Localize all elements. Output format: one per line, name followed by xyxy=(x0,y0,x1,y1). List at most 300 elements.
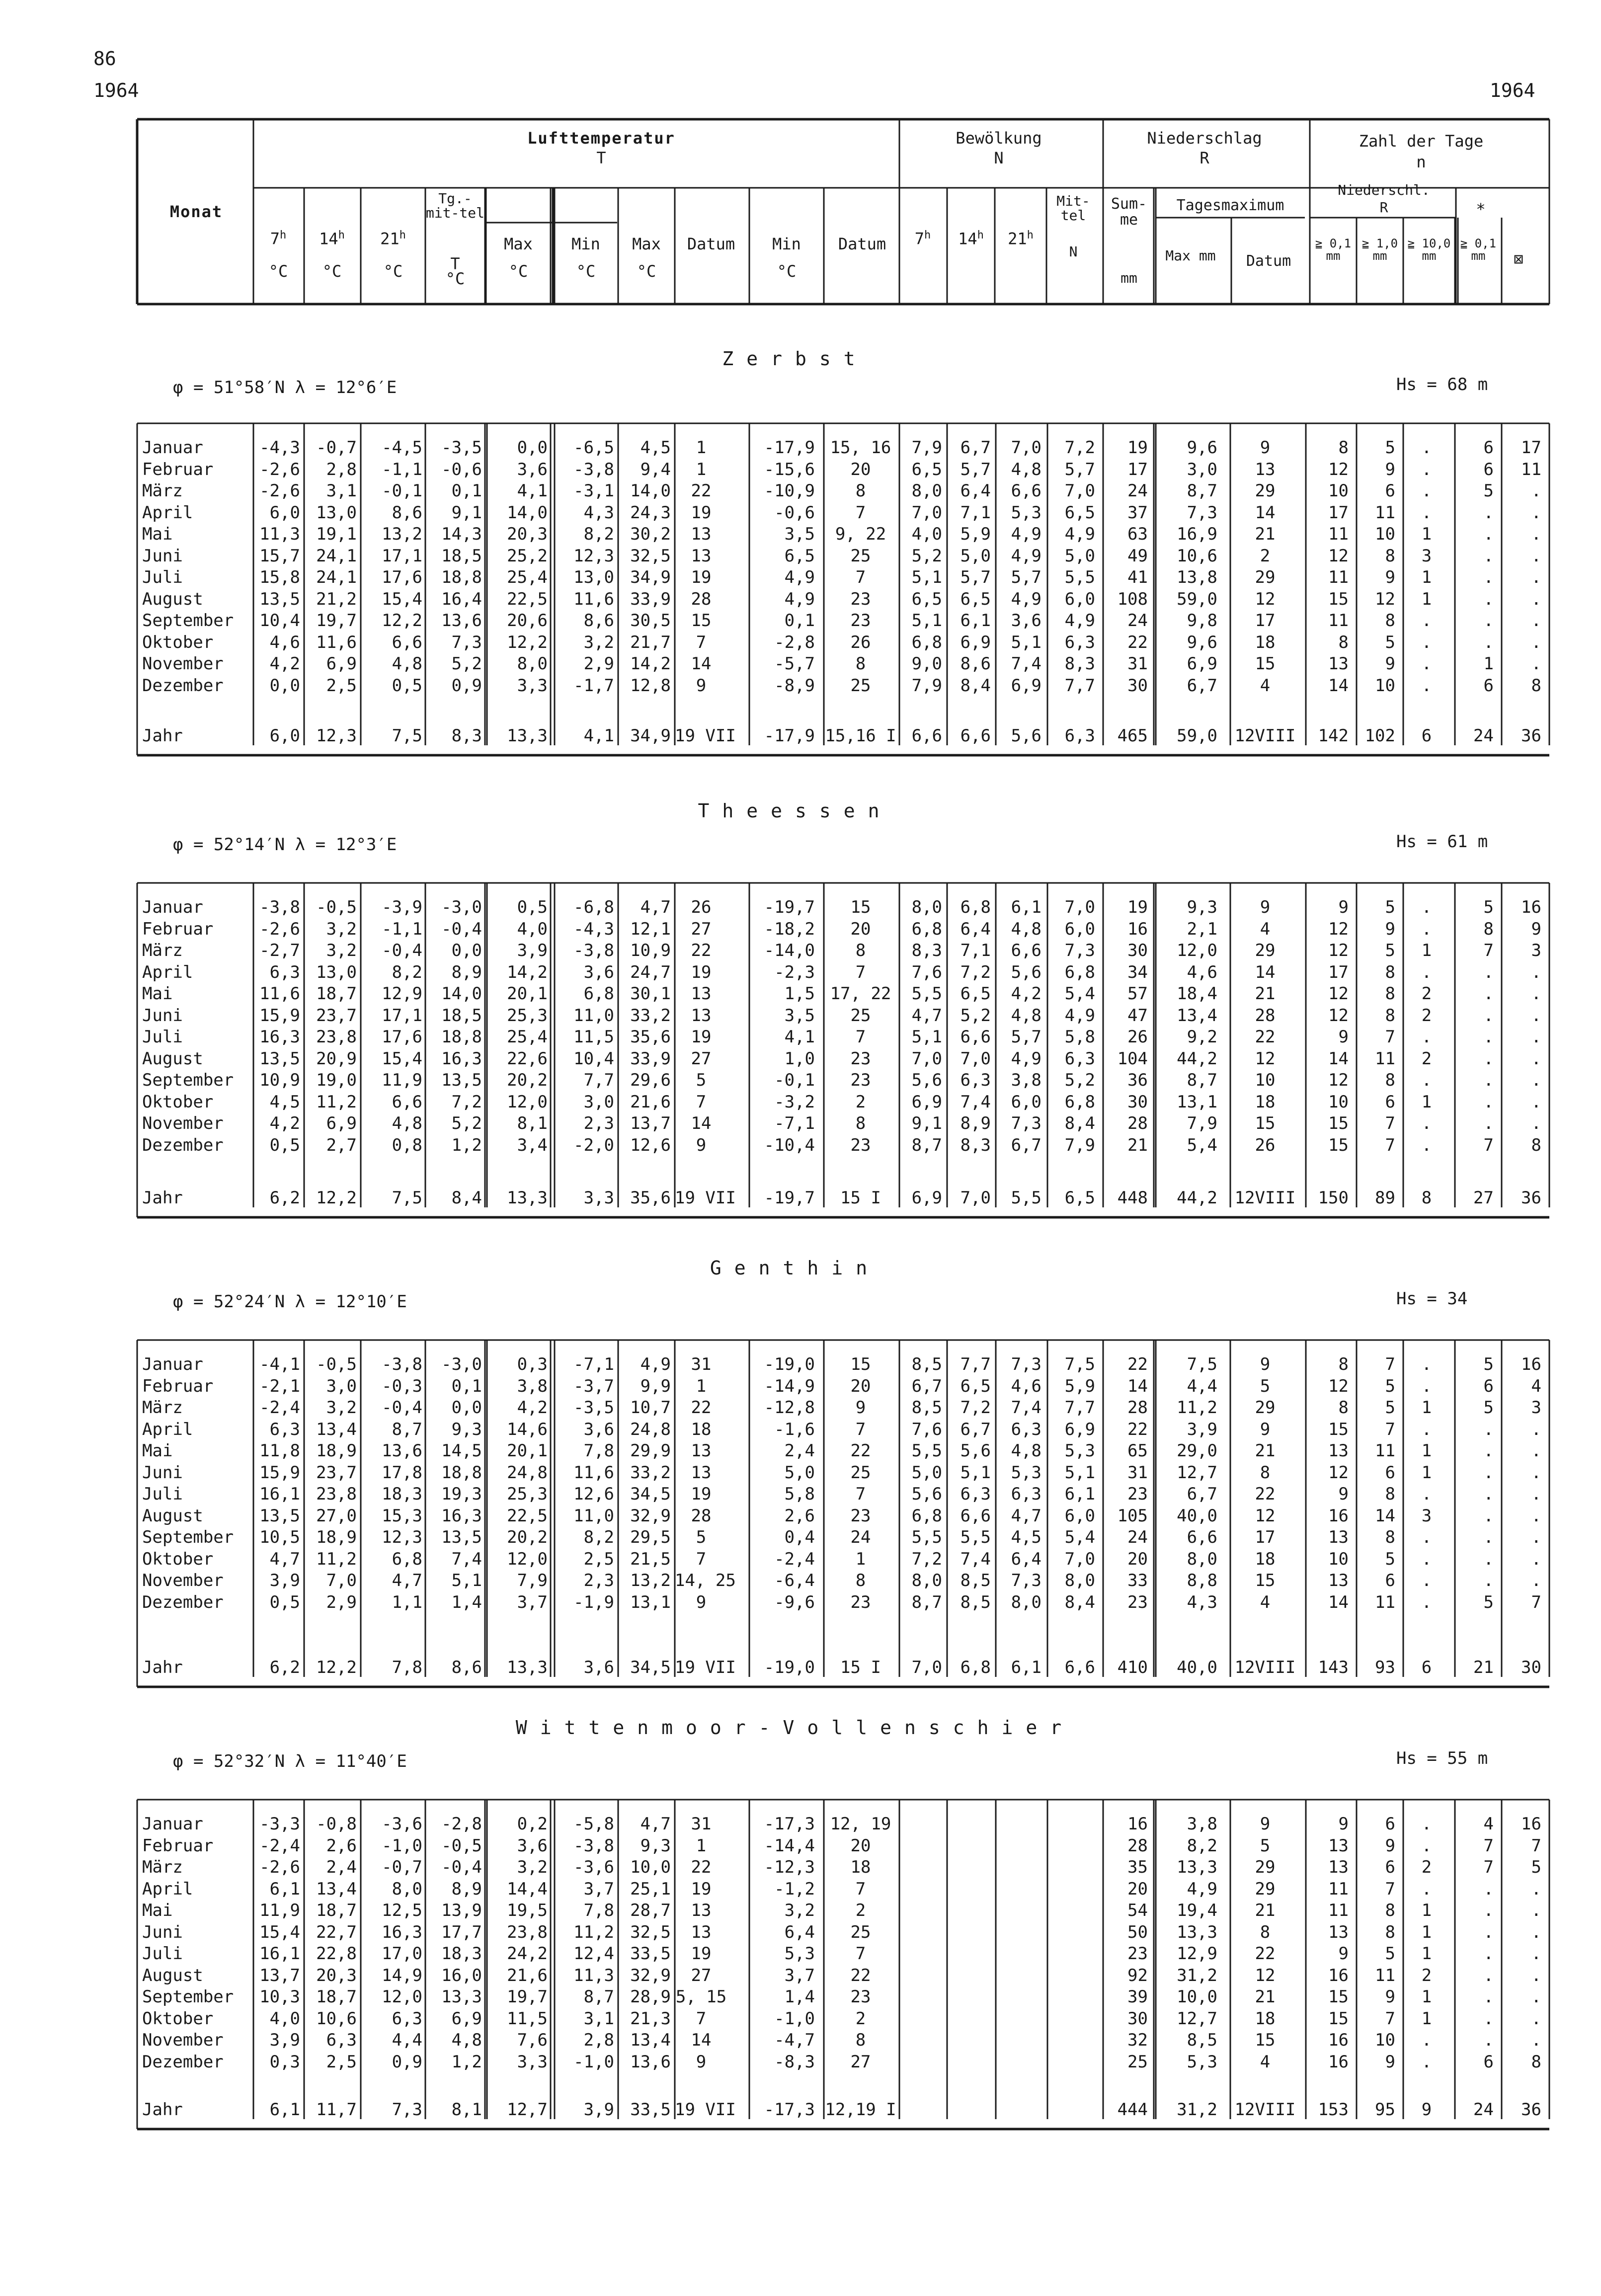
table-cell: 59,0 xyxy=(1177,589,1217,609)
table-cell: -17,3 xyxy=(764,1814,815,1834)
table-cell: 11 xyxy=(1328,524,1349,544)
table-cell: -4,3 xyxy=(259,438,300,458)
table-cell: 5,2 xyxy=(1064,1070,1095,1090)
table-cell: -4,3 xyxy=(573,919,614,939)
month-label: Februar xyxy=(142,919,214,939)
table-cell: 5,5 xyxy=(960,1527,991,1547)
table-cell: 23 xyxy=(850,1592,871,1612)
unit-c-2: °C xyxy=(322,262,342,281)
jahr-cell: 3,3 xyxy=(583,1188,614,1208)
table-cell: 8 xyxy=(855,481,866,501)
table-cell: 5,7 xyxy=(1011,1027,1041,1047)
table-cell: 33,2 xyxy=(630,1005,671,1026)
table-cell: 20,3 xyxy=(316,1965,357,1985)
table-cell: 9 xyxy=(855,1398,866,1418)
table-cell: 5,1 xyxy=(451,1571,482,1590)
table-cell: 6,8 xyxy=(911,919,942,939)
table-cell: 15,8 xyxy=(259,567,300,587)
header-tagesmax-max: Max mm xyxy=(1165,247,1216,264)
table-cell: 7 xyxy=(1531,1592,1541,1612)
jahr-cell: 6 xyxy=(1421,1658,1432,1677)
table-cell: 9 xyxy=(1338,897,1349,917)
table-cell: 8,4 xyxy=(960,675,991,696)
table-cell: 30 xyxy=(1127,675,1148,696)
table-cell: 24 xyxy=(1127,481,1148,501)
table-cell: 25,4 xyxy=(507,1027,548,1047)
table-cell: 4,2 xyxy=(269,1113,300,1133)
jahr-cell: 3,9 xyxy=(583,2100,614,2120)
table-cell: 4,9 xyxy=(784,589,815,609)
table-cell: 33,2 xyxy=(630,1462,671,1483)
table-cell: 13,1 xyxy=(630,1592,671,1612)
table-cell: 7 xyxy=(1385,1135,1395,1155)
table-cell: 22 xyxy=(1127,1354,1148,1374)
table-cell: 7,0 xyxy=(1064,897,1095,917)
table-cell: 7,7 xyxy=(583,1070,614,1090)
table-cell: 11 xyxy=(1521,459,1541,479)
table-cell: -1,0 xyxy=(774,2008,815,2029)
table-cell: 5,2 xyxy=(960,1005,991,1026)
table-cell: . xyxy=(1483,1113,1494,1133)
table-cell: 4,9 xyxy=(1064,524,1095,544)
table-cell: 16,9 xyxy=(1177,524,1217,544)
station-altitude: Hs = 68 m xyxy=(1396,375,1488,395)
table-cell: 25,2 xyxy=(507,546,548,566)
jahr-cell: 7,3 xyxy=(392,2100,422,2120)
table-cell: -3,5 xyxy=(573,1398,614,1418)
header-niederschlag: Niederschlag xyxy=(1147,129,1262,148)
month-label: Februar xyxy=(142,1376,214,1396)
table-cell: 7,2 xyxy=(960,962,991,982)
table-cell: 6,9 xyxy=(326,654,357,674)
table-cell: 13,6 xyxy=(441,611,482,631)
jahr-cell: 6,6 xyxy=(1064,1658,1095,1677)
table-cell: . xyxy=(1421,1027,1432,1047)
table-cell: 14,3 xyxy=(441,524,482,544)
table-cell: . xyxy=(1531,1419,1541,1439)
table-cell: 5,4 xyxy=(1064,1527,1095,1547)
table-cell: 9, 22 xyxy=(835,524,886,544)
month-label: April xyxy=(142,962,193,982)
table-cell: 3,5 xyxy=(784,524,815,544)
table-cell: 5 xyxy=(1385,897,1395,917)
table-cell: -6,4 xyxy=(774,1571,815,1590)
table-cell: 8,2 xyxy=(1187,1835,1217,1856)
table-cell: 3,4 xyxy=(517,1135,548,1155)
table-cell: -0,6 xyxy=(441,459,482,479)
table-cell: 8 xyxy=(1385,1900,1395,1920)
table-cell: -3,8 xyxy=(259,897,300,917)
table-cell: 65 xyxy=(1127,1441,1148,1461)
table-cell: 8,9 xyxy=(960,1113,991,1133)
table-cell: 18,3 xyxy=(382,1484,422,1504)
table-cell: 6,0 xyxy=(269,502,300,523)
table-cell: . xyxy=(1483,1944,1494,1964)
header-max-2: Max xyxy=(632,235,661,253)
table-cell: 5 xyxy=(1385,1398,1395,1418)
table-cell: . xyxy=(1483,1571,1494,1590)
month-label: Mai xyxy=(142,1900,173,1920)
table-cell: 25 xyxy=(850,546,871,566)
table-cell: . xyxy=(1531,1048,1541,1069)
month-label: Oktober xyxy=(142,1092,214,1112)
table-cell: 8 xyxy=(1531,675,1541,696)
table-cell: 5,3 xyxy=(1011,1462,1041,1483)
jahr-cell: 6,6 xyxy=(911,726,942,746)
table-cell: 15,4 xyxy=(382,589,422,609)
jahr-cell: 5,5 xyxy=(1011,1188,1041,1208)
table-cell: 29,9 xyxy=(630,1441,671,1461)
table-cell: 3,0 xyxy=(1187,459,1217,479)
table-cell: 8,3 xyxy=(911,941,942,960)
table-cell: . xyxy=(1421,1814,1432,1834)
jahr-cell: 7,0 xyxy=(960,1188,991,1208)
month-label: Juli xyxy=(142,1484,183,1504)
table-cell: 7 xyxy=(1385,1354,1395,1374)
jahr-cell: 9 xyxy=(1421,2100,1432,2120)
table-cell: 8,3 xyxy=(1064,654,1095,674)
header-cloud-mittel: Mit-tel xyxy=(1056,193,1090,224)
table-cell: 18,4 xyxy=(1177,984,1217,1004)
table-cell: 5 xyxy=(1385,941,1395,960)
table-cell: 8,0 xyxy=(1064,1571,1095,1590)
table-cell: 54 xyxy=(1127,1900,1148,1920)
table-cell: 12 xyxy=(1328,1376,1349,1396)
table-cell: 7 xyxy=(1385,1027,1395,1047)
table-cell: 7,0 xyxy=(911,1048,942,1069)
table-cell: 10,9 xyxy=(630,941,671,960)
table-cell: 7 xyxy=(1483,1135,1494,1155)
table-cell: 12,5 xyxy=(382,1900,422,1920)
table-cell: 13 xyxy=(1328,1571,1349,1590)
table-cell: 18,5 xyxy=(441,546,482,566)
table-cell: 14,5 xyxy=(441,1441,482,1461)
table-cell: 16 xyxy=(1328,2052,1349,2072)
table-cell: 19 xyxy=(691,962,712,982)
table-cell: 12,0 xyxy=(507,1549,548,1569)
table-cell: 19 xyxy=(691,1484,712,1504)
table-cell: 14 xyxy=(1375,1505,1395,1526)
table-cell: 6,5 xyxy=(1064,502,1095,523)
table-cell: 2,9 xyxy=(326,1592,357,1612)
table-cell: 29 xyxy=(1255,1857,1276,1877)
table-cell: 7,4 xyxy=(1011,1398,1041,1418)
table-cell: 25 xyxy=(850,1462,871,1483)
table-cell: 30 xyxy=(1127,2008,1148,2029)
table-cell: 16,0 xyxy=(441,1965,482,1985)
table-cell: 12 xyxy=(1255,1048,1276,1069)
table-cell: 17 xyxy=(1328,962,1349,982)
table-cell: 3,2 xyxy=(583,632,614,652)
jahr-cell: 4,1 xyxy=(583,726,614,746)
table-cell: 8 xyxy=(855,1571,866,1590)
table-cell: 24 xyxy=(1127,611,1148,631)
jahr-cell: 33,5 xyxy=(630,2100,671,2120)
table-cell: 4,8 xyxy=(1011,1005,1041,1026)
table-cell: 15,9 xyxy=(259,1005,300,1026)
jahr-cell: 12VIII xyxy=(1234,1658,1296,1677)
table-cell: 6,6 xyxy=(392,1092,422,1112)
table-cell: 30,2 xyxy=(630,524,671,544)
table-cell: 4,6 xyxy=(1187,962,1217,982)
table-cell: 13,3 xyxy=(1177,1922,1217,1942)
table-cell: 1 xyxy=(1421,1987,1432,2007)
table-cell: 22 xyxy=(1255,1027,1276,1047)
table-cell: 12,3 xyxy=(382,1527,422,1547)
month-label: Januar xyxy=(142,1814,203,1834)
table-cell: 2,4 xyxy=(326,1857,357,1877)
table-cell: . xyxy=(1531,2008,1541,2029)
table-cell: 2 xyxy=(1421,1857,1432,1877)
table-cell: 6,3 xyxy=(326,2030,357,2050)
table-cell: 22 xyxy=(850,1441,871,1461)
table-cell: . xyxy=(1421,1484,1432,1504)
month-label: Juni xyxy=(142,1462,183,1483)
table-cell: 19,4 xyxy=(1177,1900,1217,1920)
table-cell: 1,4 xyxy=(784,1987,815,2007)
table-cell: 9 xyxy=(1531,919,1541,939)
table-cell: 12,8 xyxy=(630,675,671,696)
table-cell: 4,7 xyxy=(911,1005,942,1026)
table-cell: 5 xyxy=(1483,1592,1494,1612)
table-cell: 6,8 xyxy=(911,1505,942,1526)
table-cell: 10,0 xyxy=(1177,1987,1217,2007)
table-cell: 19,7 xyxy=(507,1987,548,2007)
table-cell: . xyxy=(1531,1005,1541,1026)
table-cell: 13,8 xyxy=(1177,567,1217,587)
table-cell: 15 xyxy=(850,1354,871,1374)
unit-c-6: °C xyxy=(576,262,596,281)
table-cell: 7,0 xyxy=(1064,481,1095,501)
table-cell: 7,3 xyxy=(1011,1571,1041,1590)
table-cell: 16,3 xyxy=(441,1505,482,1526)
table-cell: 36 xyxy=(1127,1070,1148,1090)
table-cell: 24,2 xyxy=(507,1944,548,1964)
table-cell: . xyxy=(1421,2030,1432,2050)
table-cell: 20 xyxy=(1127,1549,1148,1569)
jahr-cell: 11,7 xyxy=(316,2100,357,2120)
table-cell: 3,7 xyxy=(784,1965,815,1985)
table-cell: 108 xyxy=(1117,589,1148,609)
jahr-cell: 5,6 xyxy=(1011,726,1041,746)
table-cell: 14,0 xyxy=(441,984,482,1004)
table-cell: 15 xyxy=(1328,1987,1349,2007)
jahr-cell: 19 VII xyxy=(675,1658,736,1677)
table-cell: 4,9 xyxy=(1011,546,1041,566)
table-cell: 24,1 xyxy=(316,567,357,587)
table-cell: 5 xyxy=(1385,438,1395,458)
table-cell: 12,9 xyxy=(1177,1944,1217,1964)
table-cell: 1 xyxy=(1421,1441,1432,1461)
table-cell: 13,2 xyxy=(630,1571,671,1590)
unit-c-7: °C xyxy=(637,262,656,281)
table-cell: 6,5 xyxy=(911,459,942,479)
jahr-cell: 153 xyxy=(1318,2100,1349,2120)
month-label: Januar xyxy=(142,438,203,458)
table-cell: 13,5 xyxy=(259,589,300,609)
table-cell: 15,4 xyxy=(382,1048,422,1069)
table-cell: 6,7 xyxy=(1187,675,1217,696)
table-cell: 29,6 xyxy=(630,1070,671,1090)
table-cell: . xyxy=(1421,654,1432,674)
header-max-1: Max xyxy=(504,235,533,253)
table-cell: 8,2 xyxy=(583,524,614,544)
table-cell: -0,1 xyxy=(774,1070,815,1090)
table-cell: -2,4 xyxy=(259,1835,300,1856)
table-cell: . xyxy=(1483,984,1494,1004)
table-cell: 20,1 xyxy=(507,1441,548,1461)
table-cell: 6,9 xyxy=(1011,675,1041,696)
table-cell: 13,5 xyxy=(441,1070,482,1090)
table-cell: . xyxy=(1483,962,1494,982)
table-cell: 1 xyxy=(1421,589,1432,609)
table-cell: 35 xyxy=(1127,1857,1148,1877)
table-cell: 31 xyxy=(1127,654,1148,674)
table-cell: . xyxy=(1483,632,1494,652)
table-cell: 27 xyxy=(691,1048,712,1069)
table-cell: . xyxy=(1531,1484,1541,1504)
table-cell: 1 xyxy=(696,459,707,479)
table-cell: . xyxy=(1421,438,1432,458)
table-cell: 3,3 xyxy=(517,2052,548,2072)
table-cell: 7,7 xyxy=(1064,675,1095,696)
jahr-cell: 143 xyxy=(1318,1658,1349,1677)
table-cell: 4 xyxy=(1260,919,1271,939)
unit-c-1: °C xyxy=(268,262,288,281)
table-cell: 7,2 xyxy=(911,1549,942,1569)
month-label: März xyxy=(142,941,183,960)
table-cell: 7 xyxy=(696,632,707,652)
table-cell: 4,9 xyxy=(1011,524,1041,544)
table-cell: 19 xyxy=(1127,438,1148,458)
table-cell: 6,7 xyxy=(1187,1484,1217,1504)
table-cell: 6,9 xyxy=(451,2008,482,2029)
table-cell: 3,2 xyxy=(326,1398,357,1418)
table-cell: 9 xyxy=(696,675,707,696)
table-cell: 15,7 xyxy=(259,546,300,566)
table-cell: 4,4 xyxy=(392,2030,422,2050)
table-cell: 8,7 xyxy=(1187,481,1217,501)
table-cell: 5,4 xyxy=(1064,984,1095,1004)
month-label: Januar xyxy=(142,897,203,917)
table-cell: -5,8 xyxy=(573,1814,614,1834)
table-cell: . xyxy=(1531,1441,1541,1461)
table-cell: 4,1 xyxy=(784,1027,815,1047)
table-cell: 8,9 xyxy=(451,962,482,982)
jahr-cell: 8,6 xyxy=(451,1658,482,1677)
table-cell: -3,0 xyxy=(441,1354,482,1374)
table-cell: 3,9 xyxy=(269,1571,300,1590)
jahr-cell: 12,19 I xyxy=(825,2100,896,2120)
table-cell: 6,4 xyxy=(960,481,991,501)
jahr-label: Jahr xyxy=(142,1188,183,1208)
table-cell: 7,9 xyxy=(517,1571,548,1590)
table-cell: 20 xyxy=(850,459,871,479)
table-cell: -9,6 xyxy=(774,1592,815,1612)
table-cell: 13 xyxy=(691,1462,712,1483)
jahr-cell: 13,3 xyxy=(507,1188,548,1208)
header-cloud-21h: 21$^h$ xyxy=(1008,229,1034,248)
table-cell: 33,9 xyxy=(630,589,671,609)
table-cell: 23,8 xyxy=(316,1484,357,1504)
table-cell: . xyxy=(1421,675,1432,696)
table-cell: 12 xyxy=(1328,1005,1349,1026)
table-cell: -0,7 xyxy=(382,1857,422,1877)
table-cell: 12,4 xyxy=(573,1944,614,1964)
table-cell: 6,6 xyxy=(1011,941,1041,960)
header-tagesmax-datum: Datum xyxy=(1246,252,1291,270)
table-cell: 6 xyxy=(1483,1376,1494,1396)
table-cell: . xyxy=(1531,1987,1541,2007)
table-cell: -0,6 xyxy=(774,502,815,523)
table-cell: 6,6 xyxy=(1011,481,1041,501)
table-cell: 10,6 xyxy=(316,2008,357,2029)
table-cell: 6,8 xyxy=(1064,1092,1095,1112)
table-cell: 12,6 xyxy=(573,1484,614,1504)
table-cell: 6 xyxy=(1385,1571,1395,1590)
table-cell: -1,0 xyxy=(382,1835,422,1856)
table-cell: 5,9 xyxy=(960,524,991,544)
header-niederschl-sym: R xyxy=(1379,199,1388,216)
table-cell: 26 xyxy=(1127,1027,1148,1047)
table-cell: 12 xyxy=(1328,459,1349,479)
table-cell: 5,3 xyxy=(1064,1441,1095,1461)
table-cell: 32,9 xyxy=(630,1965,671,1985)
table-cell: 17, 22 xyxy=(830,984,891,1004)
table-cell: 3,2 xyxy=(517,1857,548,1877)
unit-c-4: °C xyxy=(445,269,465,288)
table-cell: 0,3 xyxy=(269,2052,300,2072)
table-cell: 2,3 xyxy=(583,1571,614,1590)
table-cell: 8,0 xyxy=(911,481,942,501)
unit-c-3: °C xyxy=(383,262,403,281)
table-cell: 11 xyxy=(1375,1441,1395,1461)
table-cell: 15 xyxy=(1255,1571,1276,1590)
table-cell: -0,5 xyxy=(316,897,357,917)
table-cell: -0,5 xyxy=(441,1835,482,1856)
table-cell: 20,1 xyxy=(507,984,548,1004)
table-cell: 28,7 xyxy=(630,1900,671,1920)
table-cell: 8,2 xyxy=(392,962,422,982)
table-cell: 4,9 xyxy=(784,567,815,587)
table-cell: 7,3 xyxy=(1011,1113,1041,1133)
table-cell: 7 xyxy=(855,1484,866,1504)
table-cell: 12 xyxy=(1255,1505,1276,1526)
table-cell: 16,3 xyxy=(259,1027,300,1047)
table-cell: 3,0 xyxy=(583,1092,614,1112)
table-cell: 27 xyxy=(850,2052,871,2072)
table-cell: . xyxy=(1531,546,1541,566)
jahr-cell: 12,2 xyxy=(316,1658,357,1677)
header-datum-2: Datum xyxy=(838,235,886,253)
month-label: September xyxy=(142,1987,234,2007)
table-cell: 13,4 xyxy=(1177,1005,1217,1026)
table-cell: 13 xyxy=(1328,1835,1349,1856)
table-cell: . xyxy=(1421,919,1432,939)
table-cell: 4,8 xyxy=(1011,919,1041,939)
table-cell: 4,9 xyxy=(1064,1005,1095,1026)
table-cell: 8 xyxy=(1385,546,1395,566)
table-cell: 7 xyxy=(855,1944,866,1964)
table-cell: 21 xyxy=(1255,1441,1276,1461)
table-cell: . xyxy=(1531,1092,1541,1112)
table-cell: 6 xyxy=(1483,675,1494,696)
table-cell: 22 xyxy=(1127,632,1148,652)
table-cell: 0,1 xyxy=(451,1376,482,1396)
table-cell: 8 xyxy=(855,1113,866,1133)
table-cell: 22,7 xyxy=(316,1922,357,1942)
table-cell: 6,1 xyxy=(960,611,991,631)
